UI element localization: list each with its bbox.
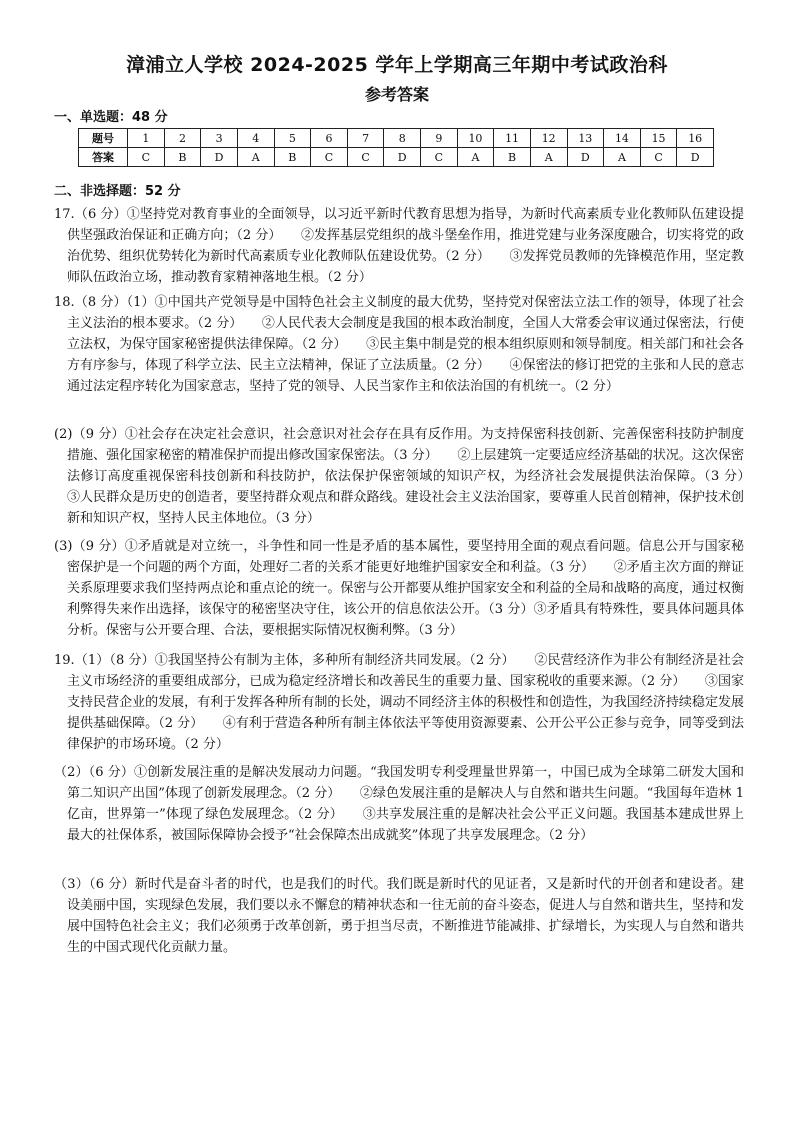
answer-cell: B <box>494 148 531 167</box>
answer-cell: A <box>237 148 274 167</box>
question-number: 10 <box>457 129 494 148</box>
question-number: 8 <box>384 129 421 148</box>
question-number: 9 <box>421 129 458 148</box>
answer-cell: C <box>347 148 384 167</box>
page-subtitle: 参考答案 <box>364 85 429 104</box>
question-number: 11 <box>494 129 531 148</box>
question-number: 2 <box>164 129 201 148</box>
table-row-numbers <box>79 129 714 148</box>
answer-cell: C <box>311 148 348 167</box>
question-number: 6 <box>311 129 348 148</box>
table-header-cell: 题号 <box>79 129 128 148</box>
answer-paragraph-19-2: （2）（6 分）①创新发展注重的是解决发展动力问题。“我国发明专利受理量世界第一，中国已成为全球第二研发大国和第二知识产出国”体现了创新发展理念。（2 分） ②绿色发展注重的是解决人与自然和谐共生问题。“我国每年造林 1 亿亩，世界第一”体现了绿色发展理念。（2 分） ③共享发展注重的是解决社会公平正义问题。我国基本建成世界上最大的社保体系，被国际保障协会授予“社会保障杰出成就奖”体现了共享发展理念。（2 分） <box>54 765 744 843</box>
answer-table <box>78 128 714 167</box>
section-heading-non-choice: 二、非选择题：52 分 <box>54 184 181 199</box>
question-number: 14 <box>604 129 641 148</box>
question-number: 5 <box>274 129 311 148</box>
section-heading-single-choice: 一、单选题：48 分 <box>54 110 168 125</box>
question-number: 13 <box>567 129 604 148</box>
question-number: 16 <box>677 129 714 148</box>
question-number: 12 <box>530 129 567 148</box>
answer-cell: C <box>128 148 165 167</box>
question-number: 4 <box>237 129 274 148</box>
answer-cell: B <box>274 148 311 167</box>
question-number: 1 <box>128 129 165 148</box>
answer-cell: C <box>640 148 677 167</box>
question-number: 7 <box>347 129 384 148</box>
answer-cell: A <box>457 148 494 167</box>
answer-cell: D <box>201 148 238 167</box>
page-title: 漳浦立人学校 2024-2025 学年上学期高三年期中考试政治科 <box>126 54 668 76</box>
answer-cell: D <box>384 148 421 167</box>
answer-cell: A <box>530 148 567 167</box>
answer-paragraph-18-3: (3)（9 分）①矛盾就是对立统一，斗争性和同一性是矛盾的基本属性，要坚持用全面的观点看问题。信息公开与国家秘密保护是一个问题的两个方面，处理好二者的关系才能更好地维护国家安全和利益。（3 分） ②矛盾主次方面的辩证关系原理要求我们坚持两点论和重点论的统一。保密与公开都要从维护国家安全和利益的全局和战略的高度，通过权衡利弊得失来作出选择，该保守的秘密坚决守住，该公开的信息依法公开。（3 分）③矛盾具有特殊性，要具体问题具体分析。保密与公开要合理、合法，要根据实际情况权衡利弊。（3 分） <box>54 539 744 638</box>
answer-paragraph-18-1: 18.（8 分）（1）①中国共产党领导是中国特色社会主义制度的最大优势，坚持党对保密法立法工作的领导，体现了社会主义法治的根本要求。（2 分） ②人民代表大会制度是我国的根本政治制度，全国人大常委会审议通过保密法，行使立法权，为保守国家秘密提供法律保障。（2 分） ③民主集中制是党的根本组织原则和领导制度。相关部门和社会各方有序参与，体现了科学立法、民主立法精神，保证了立法质量。（2 分） ④保密法的修订把党的主张和人民的意志通过法定程序转化为国家意志，坚持了党的领导、人民当家作主和依法治国的有机统一。（2 分） <box>54 295 744 394</box>
answer-paragraph-17: 17.（6 分）①坚持党对教育事业的全面领导，以习近平新时代教育思想为指导，为新时代高素质专业化教师队伍建设提供坚强政治保证和正确方向；（2 分） ②发挥基层党组织的战斗堡垒作用，推进党建与业务深度融合，切实将党的政治优势、组织优势转化为新时代高素质专业化教师队伍建设优势。（2 分） ③发挥党员教师的先锋模范作用，坚定教师队伍政治立场，推动教育家精神落地生根。（2 分） <box>54 207 744 285</box>
question-number: 15 <box>640 129 677 148</box>
answer-paragraph-19-1: 19.（1）（8 分）①我国坚持公有制为主体，多种所有制经济共同发展。（2 分） ②民营经济作为非公有制经济是社会主义市场经济的重要组成部分，已成为稳定经济增长和改善民生的重要力量、国家税收的重要来源。（2 分） ③国家支持民营企业的发展，有利于发挥各种所有制的长处，调动不同经济主体的积极性和创造性，为我国经济持续稳定发展提供基础保障。（2 分） ④有利于营造各种所有制主体依法平等使用资源要素、公开公平公正参与竞争，同等受到法律保护的市场环境。（2 分） <box>54 653 744 752</box>
answer-cell: B <box>164 148 201 167</box>
answer-cell: C <box>421 148 458 167</box>
table-row-answers <box>79 148 714 167</box>
answer-cell: D <box>567 148 604 167</box>
answer-paragraph-18-2: (2)（9 分）①社会存在决定社会意识，社会意识对社会存在具有反作用。为支持保密科技创新、完善保密科技防护制度措施、强化国家秘密的精准保护而提出修改国家保密法。（3 分） ②上层建筑一定要适应经济基础的状况。这次保密法修订高度重视保密科技创新和科技防护，依法保护保密领域的知识产权，为经济社会发展提供法治保障。（3 分） ③人民群众是历史的创造者，要坚持群众观点和群众路线。建设社会主义法治国家，要尊重人民首创精神，保护技术创新和知识产权，坚持人民主体地位。（3 分） <box>54 427 771 526</box>
answer-cell: A <box>604 148 641 167</box>
answer-cell: D <box>677 148 714 167</box>
answer-paragraph-19-3: （3）（6 分）新时代是奋斗者的时代，也是我们的时代。我们既是新时代的见证者，又是新时代的开创者和建设者。建设美丽中国，实现绿色发展，我们要以永不懈怠的精神状态和一往无前的奋斗姿态，促进人与自然和谐共生，坚持和发展中国特色社会主义；我们必须勇于改革创新，勇于担当尽责，不断推进节能减排、扩绿增长，为实现人与自然和谐共生的中国式现代化贡献力量。 <box>54 877 744 955</box>
question-number: 3 <box>201 129 238 148</box>
table-header-cell: 答案 <box>79 148 128 167</box>
